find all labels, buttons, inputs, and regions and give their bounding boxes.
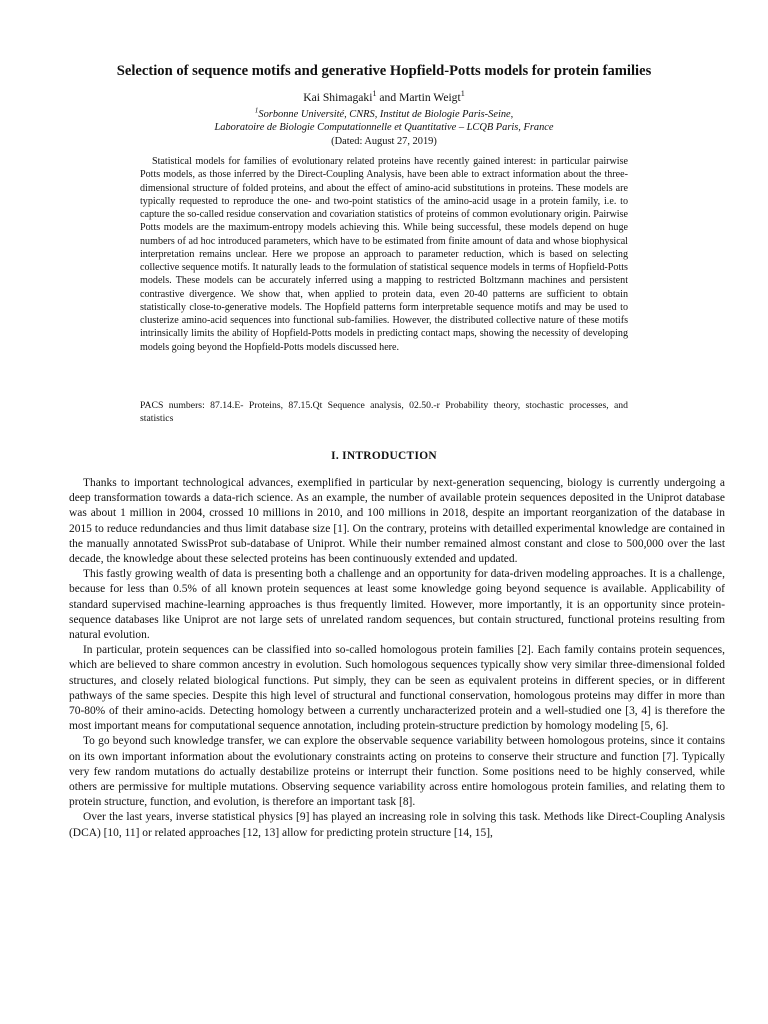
pacs-numbers: PACS numbers: 87.14.E- Proteins, 87.15.Qt Sequence analysis, 02.50.-r Probability theory, stochastic processes, and statistics xyxy=(140,400,628,424)
abstract-text: Statistical models for families of evolutionary related proteins have recently gained interest: in particular pairwise Potts models, as those inferred by the Direct-Coupling Analysis, have been able to extract information about the three-dimensional structure of folded proteins, and about the effect of amino-acid substitutions in proteins. These models are typically requested to reproduce the one- and two-point statistics of the amino-acid usage in a protein family, i.e. to capture the so-called residue conservation and covariation statistics of proteins of common evolutionary origin. Pairwise Potts models are the maximum-entropy models achieving this. While being successful, these models depend on huge numbers of ad hoc introduced parameters, which have to be estimated from finite amount of data and whose biophysical interpretation remains unclear. Here we propose an approach to parameter reduction, which is based on selecting collective sequence motifs. It naturally leads to the formulation of statistical sequence models in terms of Hopfield-Potts models. These models can be accurately inferred using a mapping to restricted Boltzmann machines and persistent contrastive divergence. We show that, when applied to protein data, even 20-40 patterns are sufficient to obtain statistically close-to-generative models. The Hopfield patterns form interpretable sequence motifs and may be used to clusterize amino-acid sequences into functional sub-families. However, the distributed collective nature of these motifs intrinsically limits the ability of Hopfield-Potts models in predicting contact maps, showing the necessity of developing models going beyond the Hopfield-Potts models discussed here. xyxy=(140,156,628,353)
affiliation-marker: 1 xyxy=(460,89,465,99)
abstract xyxy=(140,155,628,354)
affiliation-marker: 1 xyxy=(372,89,377,99)
section-heading: I. INTRODUCTION xyxy=(331,450,437,462)
body-text xyxy=(69,476,725,841)
dated-line: (Dated: August 27, 2019) xyxy=(331,135,437,147)
affiliation-line-1: $^1$Sorbonne Université, CNRS, Institut de Biologie Paris-Seine, xyxy=(254,106,514,120)
paragraph: This fastly growing wealth of data is presenting both a challenge and an opportunity for data-driven modeling approaches. It is a challenge, because for less than 0.5% of all known protein sequences at least some knowledge going beyond sequence is available. Applicability of standard supervised machine-learning approaches is thus frequently limited. However, more importantly, it is an opportunity since protein-sequence databases like Uniprot are not large sets of unrelated random sequences, but contain structured, functional proteins resulting from natural evolution. xyxy=(69,568,725,642)
paragraph: To go beyond such knowledge transfer, we can explore the observable sequence variability between homologous proteins, since it contains on its own important information about the evolutionary constraints acting on proteins to conserve their structure and function [7]. Typically very few random mutations do actually destabilize proteins or interrupt their function. Some positions need to be highly conserved, while others are permissive for multiple mutations. Observing sequence variability across entire homologous protein families, and relating them to protein structure, function, and evolution, is therefore an important task [8]. xyxy=(69,735,725,809)
affiliation-block xyxy=(30,108,738,148)
author-name: Martin Weigt xyxy=(399,91,461,104)
author-line xyxy=(30,91,738,105)
affiliation-line-2: Laboratoire de Biologie Computationnelle et Quantitative – LCQB Paris, France xyxy=(214,122,554,134)
paragraph: Over the last years, inverse statistical physics [9] has played an increasing role in solving this task. Methods like Direct-Coupling Analysis (DCA) [10, 11] or related approaches [12, 13] allow for predicting protein structure [14, 15], xyxy=(69,811,725,839)
paragraph: Thanks to important technological advances, exemplified in particular by next-generation sequencing, biology is currently undergoing a deep transformation towards a data-rich science. As an example, the number of available protein sequences deposited in the Uniprot database was about 1 million in 2004, crossed 10 millions in 2010, and 100 millions in 2018, despite an important reorganization of the database in 2015 to reduce redundancies and thus limit database size [1]. On the contrary, proteins with detailled experimental knowledge are contained in the manually annotated SwissProt sub-database of Uniprot. While their number remained almost constant and close to 500,000 over the last decade, the knowledge about these selected proteins has been continuously extended and updated. xyxy=(69,477,725,566)
author-conjunction: and xyxy=(376,91,400,104)
paper-title: Selection of sequence motifs and generative Hopfield-Potts models for protein families xyxy=(116,63,652,79)
affiliation-marker: 1 xyxy=(254,106,259,115)
author-name: Kai Shimagaki xyxy=(303,91,373,104)
paragraph: In particular, protein sequences can be classified into so-called homologous protein families [2]. Each family contains protein sequences, which are believed to share common ancestry in evolution. Such homologous sequences typically show very similar three-dimensional folded structures, and closely related biological functions. Put simply, they can be seen as equivalent proteins in different species, or in different pathways of the same species. Despite this high level of structural and functional conservation, homologous proteins may differ in more than 70-80% of their amino-acids. Detecting homology between a currently uncharacterized protein and a well-studied one [3, 4] is therefore the most important means for computational sequence annotation, including protein-structure prediction by homology modeling [5, 6]. xyxy=(69,644,725,733)
